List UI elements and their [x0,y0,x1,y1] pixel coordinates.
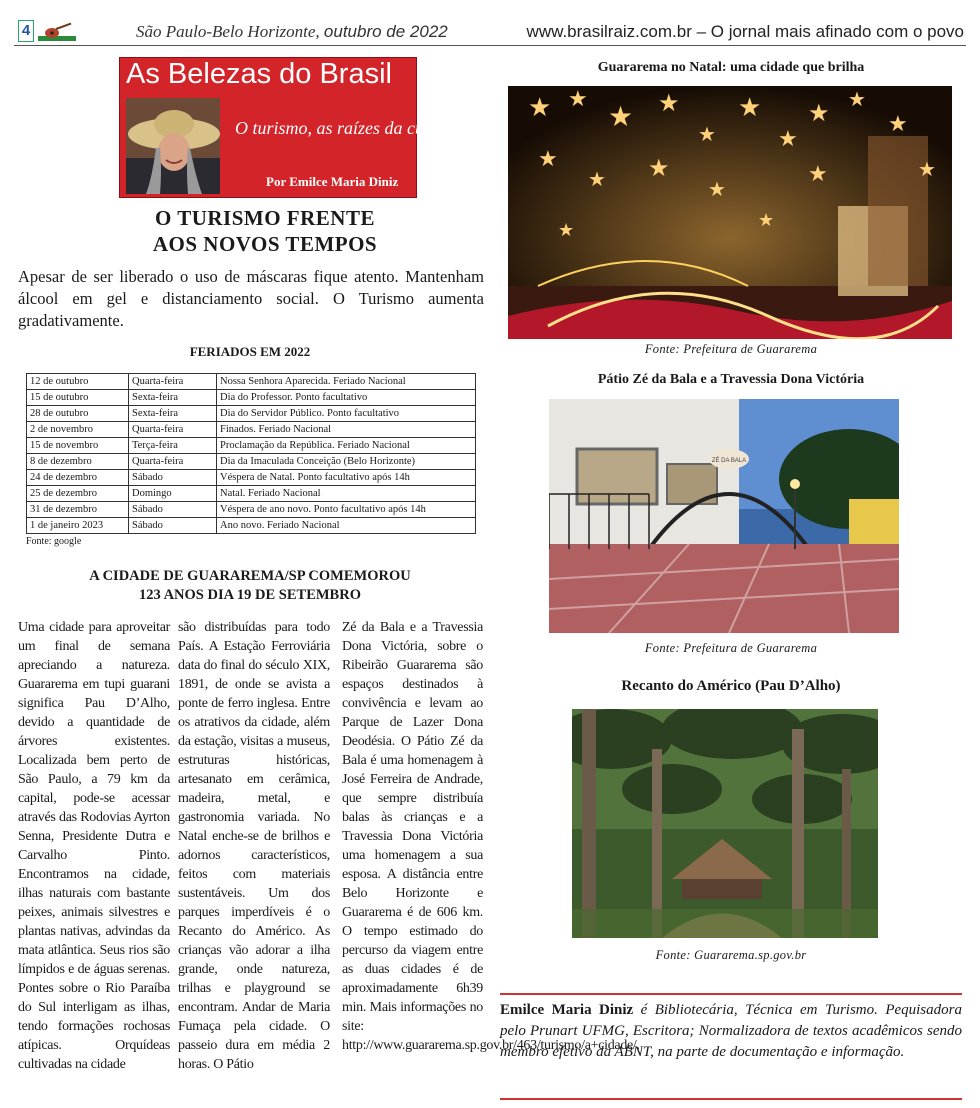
article-column-3: Zé da Bala e a Travessia Dona Victória, sobre o Ribeirão Guararema são espaços destinados à convivência e levam ao Parque de Lazer Dona Deodésia. O Pátio Zé da Bala é uma homenagem à José Ferreira de Andrade, que sempre distribuía balas às crianças e a Travessia Dona Victória uma homenagem a sua esposa. A distância entre Belo Horizonte e Guararema é de 606 km. O tempo estimado do percurso da viagem entre as duas cidades é de aproximadamente 6h39 min. Mais informações no site: http://www.guararema.sp.gov.br/463/turismo/a+cidade/. [342,620,640,1053]
header-site: www.brasilraiz.com.br – O jornal mais afinado com o povo [526,22,964,41]
holiday-row [27,518,476,534]
svg-text:★: ★ [698,124,716,146]
svg-text:★: ★ [708,179,726,201]
holiday-date: 15 de novembro [27,438,129,454]
holidays-table [26,373,476,534]
main-headline-line: AOS NOVOS TEMPOS [152,232,378,256]
holiday-description: Natal. Feriado Nacional [217,486,476,502]
holiday-date: 12 de outubro [27,374,129,390]
header-edition: São Paulo-Belo Horizonte, outubro de 2022 [136,22,448,41]
header-date: outubro de 2022 [323,22,448,41]
holiday-date: 24 de dezembro [27,470,129,486]
guitar-logo-icon [38,22,76,42]
figure-2-caption: Fonte: Prefeitura de Guararema [644,641,818,655]
holiday-date: 28 de outubro [27,406,129,422]
banner-subtitle: O turismo, as raízes da cultura [235,118,460,138]
holiday-description: Véspera de ano novo. Ponto facultativo após 14h [217,502,476,518]
svg-text:★: ★ [738,93,762,122]
christmas-lights-photo [508,86,952,339]
holiday-row [27,502,476,518]
article-headline [20,567,480,605]
figure-2-title: Pátio Zé da Bala e a Travessia Dona Victória [597,372,865,387]
svg-text:★: ★ [568,86,588,111]
column-banner [119,57,460,198]
holiday-row [27,438,476,454]
holiday-row [27,390,476,406]
recanto-do-americo-photo [572,709,878,938]
svg-text:★: ★ [558,220,575,240]
patio-ze-da-bala-photo [549,399,899,633]
patio-sign-text: ZÉ DA BALA [711,458,747,464]
holiday-date: 8 de dezembro [27,454,129,470]
article-column-1: Uma cidade para aproveitar um final de semana apreciando a natureza. Guararema em tupi guarani significa Pau D’Alho, devido a quantidade de árvores existentes. Localizada bem perto de São Paulo, a 79 km da capital, pode-se acessar através das Rodovias Ayrton Senna, Presidente Dutra e Carvalho Pinto. Encontramos na cidade, ilhas naturais com bastante peixes, animais silvestres e plantas nativas, advindas da mata atlântica. Seus rios são límpidos e de águas serenas. Pontes sobre o Rio Paraíba do Sul interligam as ilhas, tendo formações rochosas atípicas. Orquídeas cultivadas na cidade [18,620,170,1072]
svg-text:★: ★ [808,101,830,127]
holiday-description: Proclamação da República. Feriado Nacional [217,438,476,454]
holiday-description: Finados. Feriado Nacional [217,422,476,438]
holiday-date: 2 de novembro [27,422,129,438]
svg-text:★: ★ [648,156,670,182]
figure-3-caption: Fonte: Guararema.sp.gov.br [655,948,807,962]
svg-text:★: ★ [538,146,558,171]
holidays-source: Fonte: google [26,536,82,547]
holidays-title: FERIADOS EM 2022 [189,344,311,359]
svg-text:★: ★ [848,89,866,111]
holiday-row [27,406,476,422]
svg-text:★: ★ [918,159,936,181]
svg-text:★: ★ [888,111,908,136]
holiday-weekday: Sexta-feira [129,406,217,422]
holiday-date: 1 de janeiro 2023 [27,518,129,534]
lead-paragraph: Apesar de ser liberado o uso de máscaras fique atento. Mantenham álcool em gel e distanciamento social. O Turismo aumenta gradativamente. [18,267,484,330]
figure-1-title: Guararema no Natal: uma cidade que brilha [597,60,865,75]
banner-byline: Por Emilce Maria Diniz [266,174,399,189]
bio-name: Emilce Maria Diniz [500,1002,634,1018]
svg-text:★: ★ [778,126,798,151]
article-headline-line: 123 ANOS DIA 19 DE SETEMBRO [139,587,361,603]
figure-3-title: Recanto do Américo (Pau D’Alho) [621,678,841,694]
holiday-row [27,454,476,470]
main-headline-line: O TURISMO FRENTE [155,206,375,230]
svg-text:★: ★ [658,91,680,117]
holiday-weekday: Domingo [129,486,217,502]
holiday-row [27,470,476,486]
holiday-weekday: Sábado [129,502,217,518]
svg-text:★: ★ [808,161,828,186]
holiday-date: 25 de dezembro [27,486,129,502]
holiday-row [27,422,476,438]
page-header [14,20,966,46]
bio-rule-bottom [500,1098,962,1100]
svg-text:★: ★ [588,169,606,191]
author-photo [126,98,220,194]
figure-1-caption: Fonte: Prefeitura de Guararema [644,342,818,356]
article-headline-line: A CIDADE DE GUARAREMA/SP COMEMOROU [89,568,411,584]
holiday-row [27,374,476,390]
svg-text:★: ★ [758,210,775,230]
holiday-weekday: Sábado [129,518,217,534]
page-number: 4 [18,20,34,42]
svg-text:★: ★ [528,93,552,122]
author-bio [500,1000,962,1063]
holiday-weekday: Quarta-feira [129,422,217,438]
holiday-date: 15 de outubro [27,390,129,406]
bio-text: é Bibliotecária, Técnica em Turismo. Pequisadora pelo Prunart UFMG, Escritora; Normalizadora de textos acadêmicos sendo membro efetivo da ABNT, na parte de documentação e informação. [500,1002,962,1060]
banner-title: As Belezas do Brasil [126,58,392,90]
holiday-date: 31 de dezembro [27,502,129,518]
bio-rule-top [500,993,962,995]
main-headline [70,205,460,257]
holiday-description: Ano novo. Feriado Nacional [217,518,476,534]
article-column-2: são distribuídas para todo País. A Estação Ferroviária data do final do século XIX, 1891, de onde se avista a ponte de ferro inglesa. Entre os atrativos da cidade, além da estação, visitas a museus, estruturas históricas, artesanato em cerâmica, madeira, metal, e gastronomia variada. No Natal enche-se de brilhos e adornos característicos, feitos com materiais sustentáveis. Um dos parques imperdíveis é o Recanto do Américo. As crianças vão adorar a ilha grande, onde natureza, trilhas e playground se encontram. Andar de Maria Fumaça pela cidade. O passeio dura em média 2 horas. O Pátio [178,620,330,1072]
holiday-description: Nossa Senhora Aparecida. Feriado Nacional [217,374,476,390]
holiday-weekday: Sábado [129,470,217,486]
holiday-weekday: Sexta-feira [129,390,217,406]
holiday-description: Dia da Imaculada Conceição (Belo Horizonte) [217,454,476,470]
svg-text:★: ★ [608,102,634,133]
holiday-row [27,486,476,502]
holiday-description: Dia do Servidor Público. Ponto facultativo [217,406,476,422]
holiday-weekday: Quarta-feira [129,454,217,470]
holiday-description: Dia do Professor. Ponto facultativo [217,390,476,406]
holiday-description: Véspera de Natal. Ponto facultativo após 14h [217,470,476,486]
holiday-weekday: Terça-feira [129,438,217,454]
holiday-weekday: Quarta-feira [129,374,217,390]
